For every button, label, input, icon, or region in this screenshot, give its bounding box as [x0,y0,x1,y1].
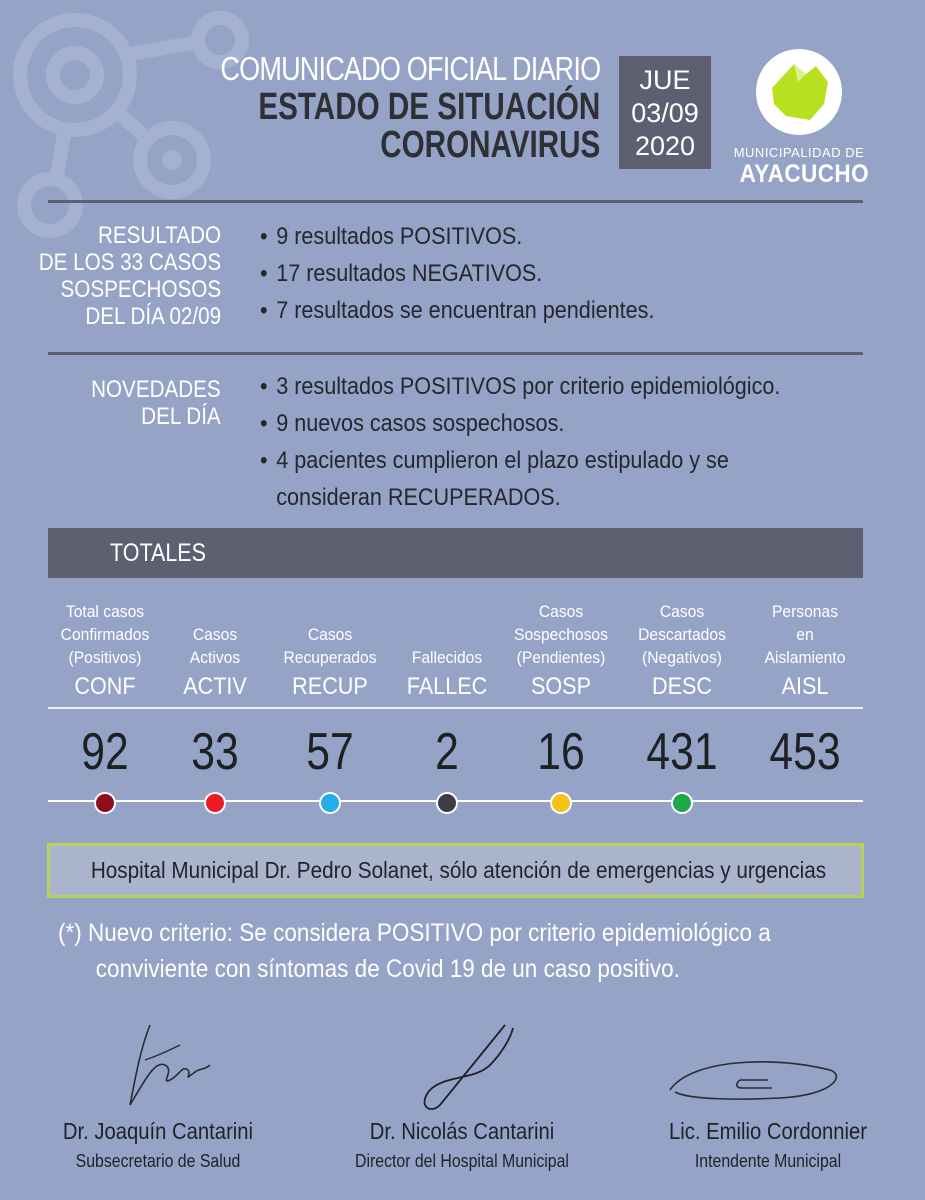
column-description-line: Total casos [65,602,145,621]
column-description-line: (Pendientes) [516,648,606,667]
totals-column-desc [622,597,742,781]
list-item: • 9 resultados POSITIVOS. [260,223,523,250]
status-dot-icon [671,792,693,814]
column-value: 92 [81,723,129,781]
totals-column-fallec [387,597,507,781]
novedades-label-line: DEL DÍA [141,403,221,430]
column-description-line: (Positivos) [68,648,142,667]
status-dot-icon [204,792,226,814]
status-dot-icon [436,792,458,814]
status-dot-icon [550,792,572,814]
column-description-line: Casos [192,625,238,644]
note-line: (*) Nuevo criterio: Se considera POSITIVO por criterio epidemiológico a [58,919,771,947]
hospital-notice-text: Hospital Municipal Dr. Pedro Solanet, sólo atención de emergencias y urgencias [90,857,827,883]
note-line: conviviente con síntomas de Covid 19 de un caso positivo. [95,955,680,983]
column-description-line: en [796,625,814,644]
date-day: JUE [639,65,691,95]
signature-role: Director del Hospital Municipal [355,1151,569,1171]
column-code: CONF [74,673,136,700]
column-description-line: Casos [659,602,705,621]
totals-column-recup [270,597,390,781]
list-item: • 7 resultados se encuentran pendientes. [260,297,655,324]
signature-name: Dr. Joaquín Cantarini [62,1118,254,1144]
column-description-line: Personas [771,602,839,621]
column-description [622,597,742,669]
totales-header [48,528,863,578]
column-code: RECUP [292,673,368,700]
divider [48,707,863,709]
status-dot-icon [94,792,116,814]
resultado-label [39,222,221,330]
resultado-list [260,218,698,329]
list-item: • 4 pacientes cumplieron el plazo estipulado y se [260,447,729,474]
list-item-continuation [260,479,780,516]
date-year: 2020 [634,131,696,161]
column-value: 33 [191,723,239,781]
signature-name: Lic. Emilio Cordonnier [669,1118,867,1144]
column-description [501,597,621,669]
totals-column-activ [155,597,275,781]
list-item-text: consideran RECUPERADOS. [276,484,561,511]
novedades-label [91,376,221,430]
hospital-notice [47,843,864,898]
column-description [155,597,275,669]
signature-2-icon [405,1020,525,1115]
column-code: SOSP [530,673,592,700]
column-description-line: Sospechosos [514,625,608,644]
resultado-label-line: DE LOS 33 CASOS [38,249,221,276]
date-date: 03/09 [631,98,699,128]
totals-column-conf [45,597,165,781]
column-code: AISL [781,673,829,700]
signature-block-3 [638,1118,898,1172]
list-item-text: 9 nuevos casos sospechosos. [276,410,565,437]
column-description-line: Aislamiento [764,648,846,667]
resultado-label-line: RESULTADO [97,222,221,249]
column-description-line: Recuperados [283,648,377,667]
signature-role: Intendente Municipal [694,1151,842,1171]
list-item: • 17 resultados NEGATIVOS. [260,260,543,287]
signature-block-1 [28,1118,288,1172]
resultado-label-line: DEL DÍA 02/09 [85,303,221,330]
divider [48,200,863,203]
list-item: • 9 nuevos casos sospechosos. [260,410,565,437]
column-description-line: Fallecidos [411,648,483,667]
header-title [137,50,600,164]
column-value: 2 [435,723,459,781]
column-description [745,597,865,669]
column-description-line: (Negativos) [642,648,722,667]
list-item-text: 9 resultados POSITIVOS. [276,223,523,250]
column-value: 431 [646,723,718,781]
totals-column-aisl [745,597,865,781]
list-item: • 3 resultados POSITIVOS por criterio epidemiológico. [260,373,781,400]
logo-big-text: AYACUCHO [739,160,870,188]
signature-block-2 [332,1118,592,1172]
signature-1-icon [110,1020,220,1110]
ayacucho-logo-icon [754,48,844,136]
signature-3-icon [660,1050,845,1110]
novedades-list [260,368,838,516]
column-code: ACTIV [183,673,247,700]
date-box [619,56,711,169]
column-description-line: Confirmados [60,625,150,644]
column-description [45,597,165,669]
column-description-line: Casos [307,625,353,644]
totales-title: TOTALES [110,539,206,567]
list-item-text: 7 resultados se encuentran pendientes. [276,297,655,324]
header-subtitle: COMUNICADO OFICIAL DIARIO [220,50,600,87]
column-code: DESC [651,673,713,700]
column-value: 57 [306,723,354,781]
signature-name: Dr. Nicolás Cantarini [369,1118,555,1144]
header-title-line2: CORONAVIRUS [379,124,600,166]
status-dot-icon [319,792,341,814]
column-description [270,597,390,669]
totals-column-sosp [501,597,621,781]
municipality-logo [733,48,870,189]
column-description [387,597,507,669]
header-title-line1: ESTADO DE SITUACIÓN [258,86,600,128]
column-code: FALLEC [406,673,488,700]
column-value: 453 [769,723,841,781]
list-item-text: 17 resultados NEGATIVOS. [276,260,543,287]
novedades-label-line: NOVEDADES [91,376,221,403]
resultado-label-line: SOSPECHOSOS [60,276,221,303]
criteria-note [58,915,878,987]
column-description-line: Casos [538,602,584,621]
list-item-text: 4 pacientes cumplieron el plazo estipulado y se [276,447,729,474]
column-description-line: Activos [189,648,241,667]
column-value: 16 [537,723,585,781]
logo-small-text: MUNICIPALIDAD DE [733,145,865,160]
signature-role: Subsecretario de Salud [75,1151,241,1171]
column-description-line: Descartados [638,625,726,644]
divider [48,352,863,355]
list-item-text: 3 resultados POSITIVOS por criterio epidemiológico. [276,373,781,400]
